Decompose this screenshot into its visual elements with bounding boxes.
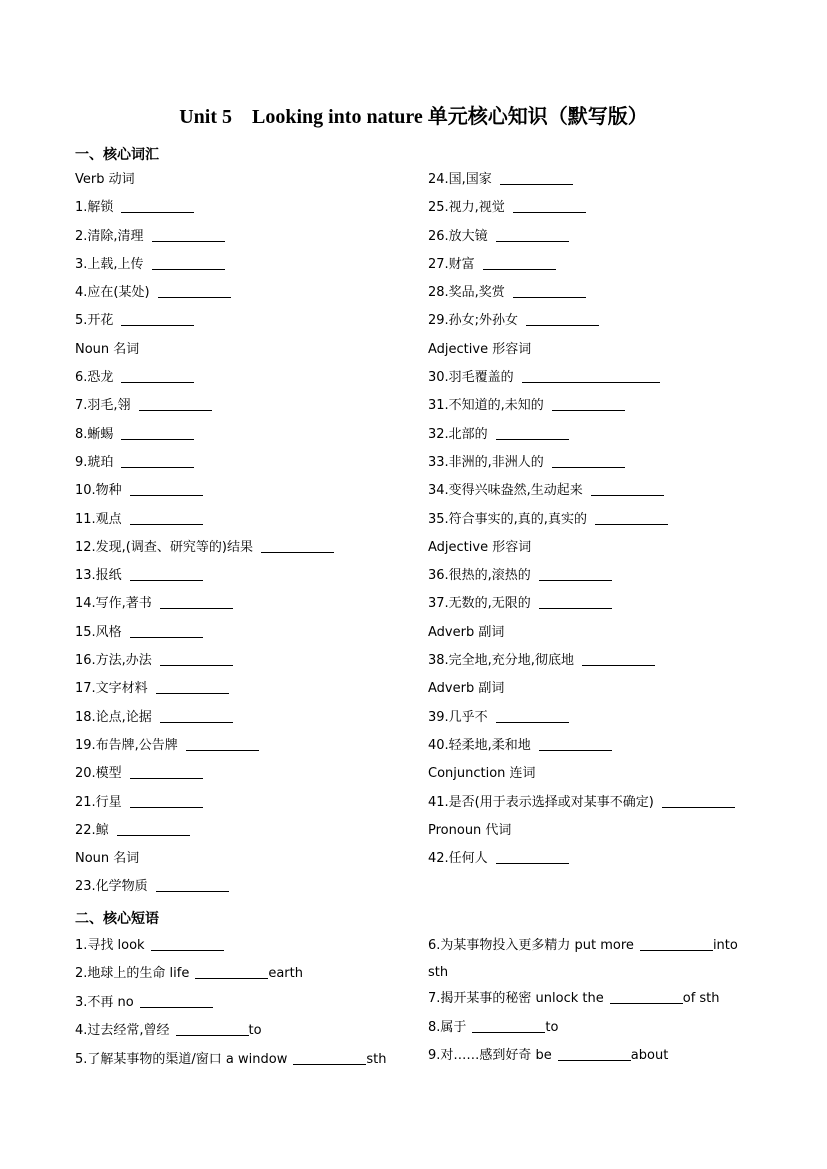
answer-blank[interactable] <box>552 453 625 468</box>
vocab-prompt: 32.北部的 <box>428 426 488 442</box>
section-heading-phrases: 二、核心短语 <box>75 911 159 927</box>
phrase-item <box>428 1046 668 1066</box>
vocab-prompt: 39.几乎不 <box>428 709 488 725</box>
vocab-item <box>75 675 435 703</box>
answer-blank[interactable] <box>513 198 586 213</box>
answer-blank[interactable] <box>156 877 229 892</box>
answer-blank[interactable] <box>121 368 194 383</box>
answer-blank[interactable] <box>140 993 213 1008</box>
phrase-prompt: 5.了解某事物的渠道/窗口 a window <box>75 1052 288 1067</box>
vocab-item <box>428 506 788 534</box>
answer-blank[interactable] <box>496 227 569 242</box>
answer-blank[interactable] <box>522 368 660 383</box>
vocab-prompt: 21.行星 <box>75 794 122 810</box>
answer-blank[interactable] <box>130 566 203 581</box>
vocab-prompt: 27.财富 <box>428 256 475 272</box>
vocab-prompt: 34.变得兴味盎然,生动起来 <box>428 483 583 499</box>
answer-blank[interactable] <box>595 510 668 525</box>
answer-blank[interactable] <box>500 170 573 185</box>
category-label <box>75 166 435 194</box>
answer-blank[interactable] <box>121 425 194 440</box>
section-heading-vocabulary: 一、核心词汇 <box>75 147 159 163</box>
vocab-prompt: 4.应在(某处) <box>75 285 150 301</box>
answer-blank[interactable] <box>483 255 556 270</box>
phrase-suffix: of sth <box>682 991 720 1006</box>
answer-blank[interactable] <box>186 736 259 751</box>
vocab-prompt: 12.发现,(调查、研究等的)结果 <box>75 539 253 555</box>
category-label <box>428 675 788 703</box>
phrase-suffix: sth <box>366 1052 387 1067</box>
vocab-item <box>75 760 435 788</box>
answer-blank[interactable] <box>539 736 612 751</box>
category-text: Adjective 形容词 <box>428 539 532 555</box>
vocab-item <box>428 223 788 251</box>
vocab-item <box>428 590 788 618</box>
phrase-item <box>428 989 720 1009</box>
answer-blank[interactable] <box>130 510 203 525</box>
answer-blank[interactable] <box>121 311 194 326</box>
vocab-item <box>428 194 788 222</box>
answer-blank[interactable] <box>261 538 334 553</box>
vocab-prompt: 41.是否(用于表示选择或对某事不确定) <box>428 794 654 810</box>
answer-blank[interactable] <box>121 198 194 213</box>
answer-blank[interactable] <box>151 936 224 951</box>
vocab-item <box>75 421 435 449</box>
phrase-prompt: 9.对……感到好奇 be <box>428 1048 552 1063</box>
vocab-prompt: 13.报纸 <box>75 568 122 584</box>
vocab-item <box>75 590 435 618</box>
vocab-prompt: 10.物种 <box>75 483 122 499</box>
vocab-prompt: 22.鲸 <box>75 822 109 838</box>
vocab-item <box>75 392 435 420</box>
vocab-item <box>75 223 435 251</box>
phrase-suffix: to <box>545 1020 559 1035</box>
vocab-item <box>75 647 435 675</box>
phrase-prompt: 2.地球上的生命 life <box>75 966 190 981</box>
answer-blank[interactable] <box>139 396 212 411</box>
answer-blank[interactable] <box>130 481 203 496</box>
vocab-item <box>428 845 788 873</box>
vocab-prompt: 11.观点 <box>75 511 122 527</box>
vocab-prompt: 20.模型 <box>75 766 122 782</box>
vocab-item <box>75 194 435 222</box>
vocab-prompt: 6.恐龙 <box>75 370 114 386</box>
answer-blank[interactable] <box>130 764 203 779</box>
answer-blank[interactable] <box>293 1050 366 1065</box>
vocab-item <box>428 166 788 194</box>
answer-blank[interactable] <box>160 708 233 723</box>
answer-blank[interactable] <box>610 989 683 1004</box>
answer-blank[interactable] <box>496 425 569 440</box>
vocab-item <box>75 449 435 477</box>
vocab-item <box>75 279 435 307</box>
category-label <box>428 534 788 562</box>
vocab-item <box>75 364 435 392</box>
vocab-item <box>428 732 788 760</box>
category-text: Adverb 副词 <box>428 681 505 697</box>
answer-blank[interactable] <box>662 793 735 808</box>
answer-blank[interactable] <box>539 566 612 581</box>
vocab-item <box>75 873 435 901</box>
vocab-item <box>428 392 788 420</box>
vocab-prompt: 23.化学物质 <box>75 879 148 895</box>
vocabulary-left-column <box>75 166 435 902</box>
phrase-prompt: 7.揭开某事的秘密 unlock the <box>428 991 604 1006</box>
page-title: Unit 5 Looking into nature 单元核心知识（默写版） <box>179 106 648 128</box>
answer-blank[interactable] <box>152 227 225 242</box>
vocab-item <box>428 562 788 590</box>
vocab-prompt: 7.羽毛,翎 <box>75 398 131 414</box>
vocab-prompt: 37.无数的,无限的 <box>428 596 531 612</box>
vocab-prompt: 26.放大镜 <box>428 228 488 244</box>
phrase-prompt: 6.为某事物投入更多精力 put more <box>428 938 634 953</box>
vocab-item <box>75 506 435 534</box>
phrase-item <box>75 1021 262 1041</box>
category-label <box>428 336 788 364</box>
vocab-item <box>75 732 435 760</box>
vocab-prompt: 40.轻柔地,柔和地 <box>428 737 531 753</box>
phrase-item <box>75 993 213 1013</box>
vocab-item <box>428 364 788 392</box>
vocab-item <box>75 562 435 590</box>
answer-blank[interactable] <box>130 623 203 638</box>
phrase-item <box>428 936 738 956</box>
vocab-item <box>428 647 788 675</box>
phrase-item <box>428 963 448 983</box>
vocab-prompt: 1.解锁 <box>75 200 114 216</box>
vocab-item <box>428 704 788 732</box>
answer-blank[interactable] <box>539 594 612 609</box>
vocab-item <box>75 619 435 647</box>
category-text: Noun 名词 <box>75 341 140 357</box>
category-label <box>75 845 435 873</box>
answer-blank[interactable] <box>152 255 225 270</box>
vocab-item <box>428 421 788 449</box>
phrase-prompt: 4.过去经常,曾经 <box>75 1023 170 1038</box>
vocabulary-right-column <box>428 166 788 873</box>
vocab-prompt: 30.羽毛覆盖的 <box>428 370 514 386</box>
vocab-prompt: 29.孙女;外孙女 <box>428 313 519 329</box>
vocab-prompt: 15.风格 <box>75 624 122 640</box>
vocab-item <box>428 789 788 817</box>
category-text: Pronoun 代词 <box>428 822 512 838</box>
answer-blank[interactable] <box>558 1046 631 1061</box>
vocab-prompt: 42.任何人 <box>428 851 488 867</box>
answer-blank[interactable] <box>160 594 233 609</box>
vocab-prompt: 14.写作,著书 <box>75 596 152 612</box>
vocab-item <box>428 279 788 307</box>
vocab-prompt: 19.布告牌,公告牌 <box>75 737 178 753</box>
answer-blank[interactable] <box>130 793 203 808</box>
answer-blank[interactable] <box>582 651 655 666</box>
answer-blank[interactable] <box>513 283 586 298</box>
phrase-suffix: into <box>712 938 738 953</box>
vocab-item <box>428 307 788 335</box>
answer-blank[interactable] <box>176 1021 249 1036</box>
category-text: Noun 名词 <box>75 851 140 867</box>
vocab-prompt: 31.不知道的,未知的 <box>428 398 544 414</box>
vocab-item <box>428 477 788 505</box>
phrase-item <box>428 1018 558 1038</box>
answer-blank[interactable] <box>552 396 625 411</box>
answer-blank[interactable] <box>496 849 569 864</box>
vocab-prompt: 24.国,国家 <box>428 172 492 187</box>
phrase-prompt: 3.不再 no <box>75 995 134 1010</box>
vocab-prompt: 33.非洲的,非洲人的 <box>428 454 544 470</box>
phrase-prompt: sth <box>428 965 449 980</box>
vocab-prompt: 17.文字材料 <box>75 681 148 697</box>
vocab-prompt: 28.奖品,奖赏 <box>428 285 505 301</box>
answer-blank[interactable] <box>640 936 713 951</box>
answer-blank[interactable] <box>496 708 569 723</box>
phrase-suffix: earth <box>268 966 303 981</box>
answer-blank[interactable] <box>117 821 190 836</box>
vocab-prompt: 9.琥珀 <box>75 454 114 470</box>
vocab-prompt: 8.蜥蜴 <box>75 426 114 442</box>
vocab-prompt: 35.符合事实的,真的,真实的 <box>428 511 587 527</box>
answer-blank[interactable] <box>121 453 194 468</box>
answer-blank[interactable] <box>195 964 268 979</box>
answer-blank[interactable] <box>158 283 231 298</box>
category-label <box>75 336 435 364</box>
vocab-item <box>75 817 435 845</box>
vocab-item <box>75 704 435 732</box>
vocab-item <box>75 251 435 279</box>
category-label <box>428 817 788 845</box>
category-text: Adjective 形容词 <box>428 341 532 357</box>
phrase-prompt: 8.属于 <box>428 1020 467 1035</box>
vocab-prompt: 16.方法,办法 <box>75 653 152 669</box>
category-text: Verb 动词 <box>75 172 135 187</box>
answer-blank[interactable] <box>472 1018 545 1033</box>
vocab-prompt: 25.视力,视觉 <box>428 200 505 216</box>
vocab-item <box>428 251 788 279</box>
phrase-item <box>75 1050 386 1070</box>
phrase-item <box>75 964 303 984</box>
category-label <box>428 760 788 788</box>
vocab-prompt: 5.开花 <box>75 313 114 329</box>
category-text: Conjunction 连词 <box>428 766 536 782</box>
vocab-prompt: 3.上载,上传 <box>75 256 144 272</box>
answer-blank[interactable] <box>156 679 229 694</box>
answer-blank[interactable] <box>160 651 233 666</box>
phrase-prompt: 1.寻找 look <box>75 938 145 953</box>
phrase-suffix: to <box>248 1023 262 1038</box>
category-text: Adverb 副词 <box>428 624 505 640</box>
category-label <box>428 619 788 647</box>
phrase-suffix: about <box>630 1048 669 1063</box>
phrase-item <box>75 936 224 956</box>
vocab-prompt: 2.清除,清理 <box>75 228 144 244</box>
vocab-item <box>75 477 435 505</box>
vocab-item <box>75 534 435 562</box>
vocab-item <box>75 307 435 335</box>
answer-blank[interactable] <box>526 311 599 326</box>
vocab-prompt: 18.论点,论据 <box>75 709 152 725</box>
vocab-prompt: 36.很热的,滚热的 <box>428 568 531 584</box>
vocab-item <box>75 789 435 817</box>
vocab-item <box>428 449 788 477</box>
vocab-prompt: 38.完全地,充分地,彻底地 <box>428 653 574 669</box>
answer-blank[interactable] <box>591 481 664 496</box>
